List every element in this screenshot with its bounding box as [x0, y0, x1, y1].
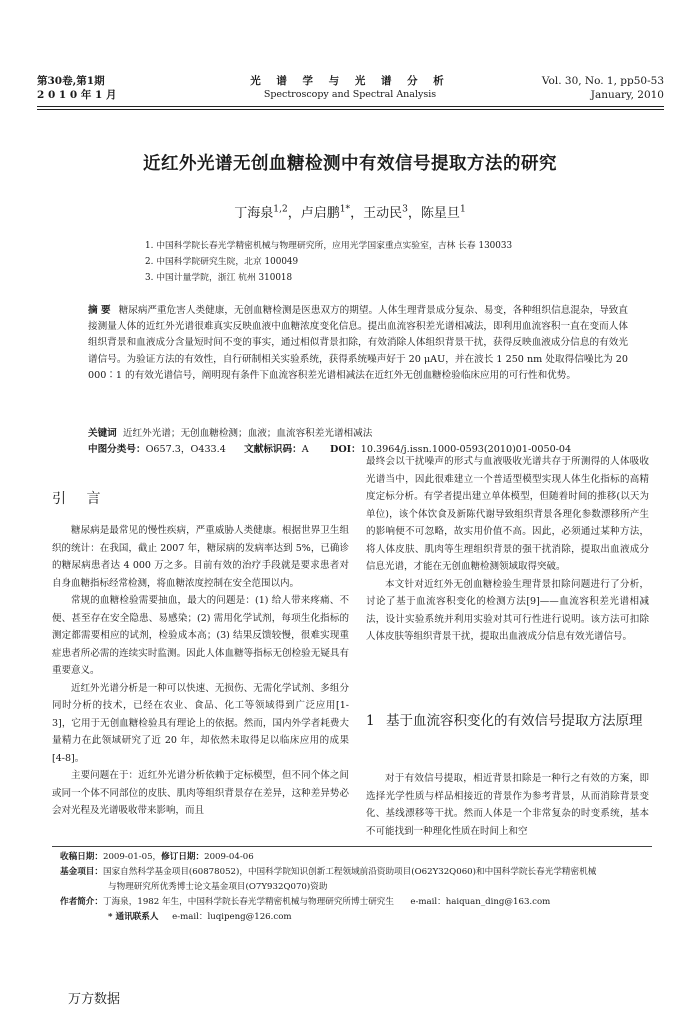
- received-label: 收稿日期：: [60, 852, 103, 862]
- contact-label: * 通讯联系人: [108, 912, 159, 922]
- revised-date: 2009-04-06: [204, 852, 254, 862]
- section-heading-1: [366, 711, 656, 731]
- volume-pages-en: Vol. 30, No. 1, pp50-53: [541, 75, 664, 87]
- header-rule-thin: [37, 109, 664, 110]
- fund-text: 国家自然科学基金项目(60878052)，中国科学院知识创新工程领域前沿资助项目(O62Y32Q060)和中国科学院长春光学精密机械: [102, 867, 597, 877]
- revised-label: 修订日期：: [161, 852, 205, 862]
- body-paragraph: 对于有效信号提取，相近背景扣除是一种行之有效的方案，即选择光学性质与样品相接近的背景作为参考背景，从而消除背景变化、基线漂移等干扰。然而人体是一个非常复杂的时变系统，基本不可能找到一种理化性质在时间上和空: [366, 773, 649, 837]
- section-title: 基于血流容积变化的有效信号提取方法原理: [386, 713, 643, 729]
- journal-name-en: Spectroscopy and Spectral Analysis: [263, 89, 437, 100]
- body-paragraph: 本文针对近红外无创血糖检验生理背景扣除问题进行了分析，讨论了基于血流容积变化的检测方法[9]——血流容积差光谱相减法，设计实验系统并利用实验对其可行性进行说明。该方法可扣除人体皮肤等组织背景干扰，提取出血液成分信息有效光谱信号。: [366, 578, 649, 642]
- keywords-label: 关键词: [88, 428, 117, 439]
- journal-name-zh: 光 谱 学 与 光 谱 分 析: [250, 75, 450, 87]
- contact-email: e-mail：luqipeng@126.com: [172, 912, 292, 922]
- clc-value: O657.3，O433.4: [145, 444, 226, 455]
- header-rule: [37, 106, 664, 107]
- abstract: [88, 303, 628, 384]
- footnotes: [60, 850, 660, 925]
- doc-code-value: A: [301, 444, 309, 455]
- affiliation-1: 1. 中国科学院长春光学精密机械与物理研究所，应用光学国家重点实验室，吉林 长春 130033: [145, 241, 513, 251]
- author-list: 丁海泉$^{1,2}$，卢启鹏$^{1*}$，王动民$^3$，陈星旦$^1$: [234, 204, 466, 221]
- left-column: [52, 522, 349, 820]
- watermark: 万方数据: [68, 992, 121, 1007]
- date-zh: 2 0 1 0 年 1 月: [37, 89, 117, 101]
- keywords-text: 近红外光谱；无创血糖检测；血液；血流容积差光谱相减法: [122, 428, 373, 439]
- abstract-label: 摘 要: [88, 305, 111, 316]
- affiliation-3: 3. 中国计量学院，浙江 杭州 310018: [145, 273, 293, 283]
- volume-issue-zh: 第30卷,第1期: [37, 75, 105, 87]
- date-en: January, 2010: [590, 89, 664, 101]
- intro-paragraph: 糖尿病是最常见的慢性疾病，严重威胁人类健康。根据世界卫生组织的统计：在我国，截止 2007 年，糖尿病的发病率达到 5%，已确诊的糖尿病患者达 4 000 万之多。目前有效的治疗手段就是要求患者对自身血糖指标经常检测，将血糖浓度控制在安全范围以内。: [52, 525, 349, 589]
- paper-title: 近红外光谱无创血糖检测中有效信号提取方法的研究: [143, 154, 557, 174]
- section-1-body: [366, 770, 649, 840]
- body-paragraph: 最终会以干扰噪声的形式与血液吸收光谱共存于所测得的人体吸收光谱当中，因此很难建立一个普适型模型实现人体生化指标的高精度定标分析。有学者提出建立单体模型，但随着时间的推移(以天为单位)，该个体饮食及新陈代谢导致组织背景各理化参数漂移所产生的影响便不可忽略，故实用价值不高。因此，必须通过某种方法，将人体皮肤、肌肉等生理组织背景的强干扰消除，提取出血液成分信息光谱，才能在无创血糖检测领域取得突破。: [366, 456, 649, 572]
- right-column: [366, 453, 649, 646]
- clc-label: 中图分类号：: [88, 444, 146, 455]
- keywords: [88, 426, 628, 442]
- intro-paragraph: 主要问题在于：近红外光谱分析依赖于定标模型，但不同个体之间或同一个体不同部位的皮肤、肌肉等组织背景存在差异，这种差异势必会对光程及光谱吸收带来影响，而且: [52, 770, 349, 816]
- affiliations: [145, 238, 512, 286]
- doc-code-label: 文献标识码：: [244, 444, 302, 455]
- fund-text-cont: 与物理研究所优秀博士论文基金项目(O7Y932Q070)资助: [108, 882, 328, 892]
- doi-value: 10.3964/j.issn.1000-0593(2010)01-0050-04: [360, 444, 572, 455]
- footnote-rule: [52, 846, 652, 847]
- abstract-text: 糖尿病严重危害人类健康，无创血糖检测是医患双方的期望。人体生理背景成分复杂、易变，各种组织信息混杂，导致直接测量人体的近红外光谱很难真实反映血液中血糖浓度变化信息。提出血流容积差光谱相减法，即利用血流容积一直在变而人体组织背景和血液成分含量短时间不变的事实，通过相似背景扣除，有效消除人体组织背景干扰，获得反映血液成分信息的有效光谱信号。为验证方法的有效性，自行研制相关实验系统，获得系统噪声好于 20 μAU，并在波长 1 250 nm 处取得信噪比为 20 000∶1 的有效光谱信号，阐明现有条件下血流容积差光谱相减法在近红外无创血糖检验临床应用的可行性和优势。: [88, 305, 629, 381]
- intro-paragraph: 常规的血糖检验需要抽血，最大的问题是：(1) 给人带来疼痛、不便、甚至存在安全隐患、易感染；(2) 需用化学试剂，每项生化指标的测定都需要相应的试剂，检验成本高；(3) 结果反馈较慢，很难实现重症患者所必需的连续实时监测。因此人体血糖等指标无创检验无疑具有重要意义。: [52, 595, 349, 676]
- doi-label: DOI：: [330, 444, 361, 455]
- fund-label: 基金项目：: [60, 867, 103, 877]
- author-email: e-mail：haiquan_ding@163.com: [410, 897, 551, 907]
- author-info-label: 作者简介：: [60, 897, 103, 907]
- section-number: 1: [366, 713, 375, 729]
- section-heading-intro: 引 言: [52, 491, 109, 507]
- affiliation-2: 2. 中国科学院研究生院，北京 100049: [145, 257, 299, 267]
- received-date: 2009-01-05，: [102, 852, 162, 862]
- journal-volume-pages: [542, 74, 664, 102]
- intro-paragraph: 近红外光谱分析是一种可以快速、无损伤、无需化学试剂、多组分同时分析的技术，已经在农业、食品、化工等领域得到广泛应用[1-3]，它用于无创血糖检验具有理论上的依据。然而，国内外学者耗费大量精力在此领域研究了近 20 年，却依然未取得足以临床应用的成果[4-8]。: [52, 682, 349, 764]
- author-info: 丁海泉，1982 年生，中国科学院长春光学精密机械与物理研究所博士研究生: [102, 897, 394, 907]
